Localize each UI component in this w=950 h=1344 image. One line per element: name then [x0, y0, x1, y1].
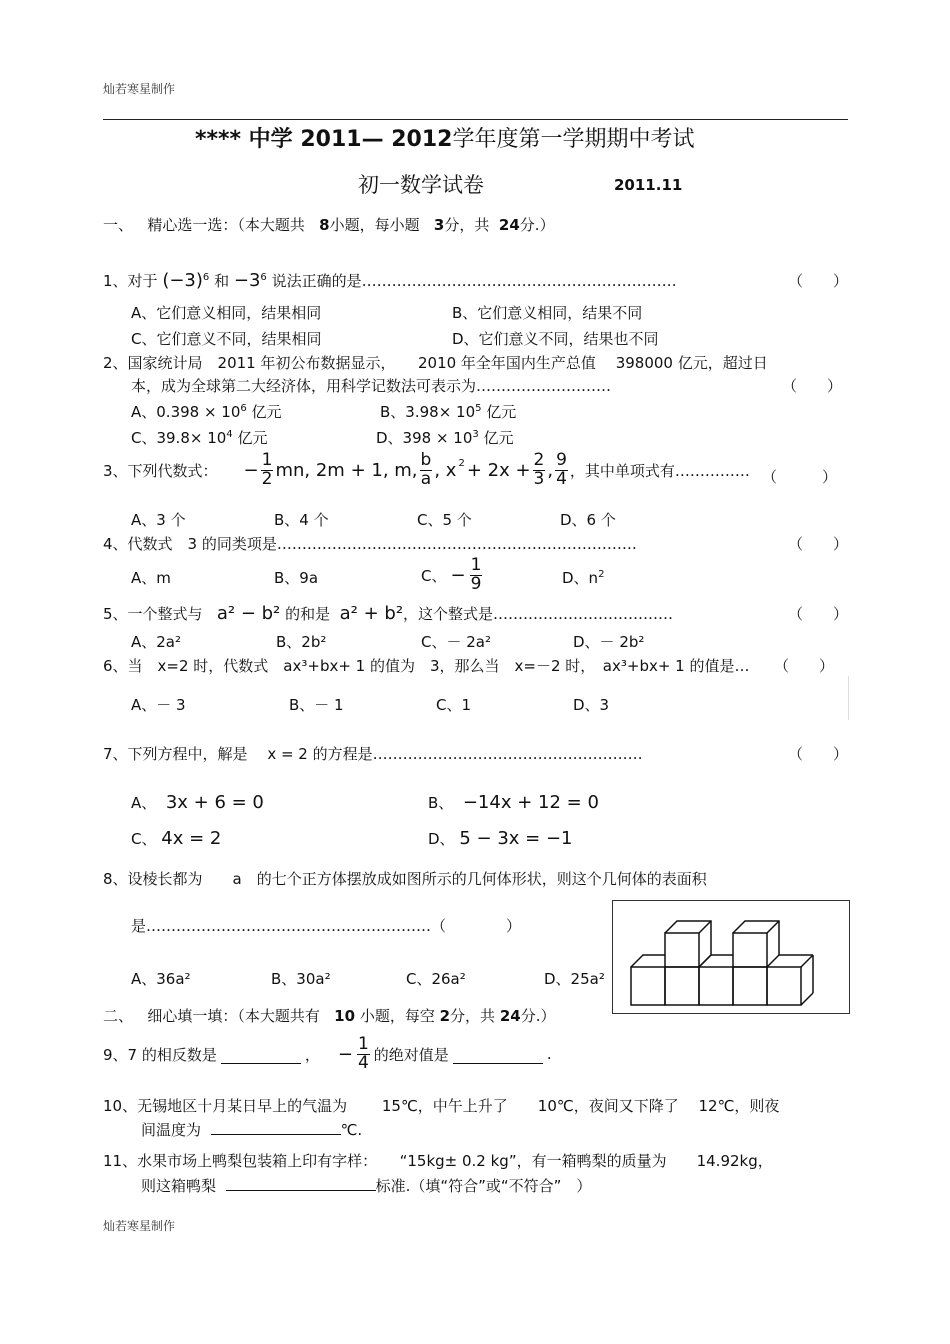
page-footer: 灿若寒星制作 [103, 1219, 176, 1233]
question-10-line2: 间温度为 ℃. [141, 1121, 363, 1139]
answer-paren-6: （ ） [774, 657, 835, 675]
option-4b: B、9a [274, 569, 319, 587]
header-rule [103, 119, 848, 120]
option-1b: B、它们意义相同，结果不同 [452, 304, 643, 322]
option-4c: C、 − $\frac{1}{9}$ [421, 555, 482, 594]
option-2b: B、$3.98\times 10^5$ 亿元 [380, 403, 517, 421]
option-5d: D、－ 2b² [573, 633, 645, 651]
option-2d: D、$398 \times 10^3$ 亿元 [376, 429, 514, 447]
option-7c: C、 4x = 2 [131, 828, 222, 849]
question-3: 3、下列代数式： − $\frac{1}{2}$ mn, 2m + 1, m, $\frac{b}{a}$ , x $^2$ + 2x + $\frac{2}{3}$ , $\frac{9}{4}$ ，其中单项式有…………… [103, 450, 750, 489]
option-3a: A、3 个 [131, 511, 186, 529]
option-3c: C、5 个 [417, 511, 472, 529]
option-1d: D、它们意义不同，结果也不同 [452, 330, 659, 348]
option-3d: D、6 个 [560, 511, 616, 529]
title-rest: 学年度第一学期期中考试 [452, 127, 695, 152]
page-header: 灿若寒星制作 [103, 82, 176, 96]
question-11-line1: 11、水果市场上鸭梨包装箱上印有字样： “15kg± 0.2 kg”，有一箱鸭梨的质量为 14.92kg， [103, 1152, 773, 1170]
question-1: 1、对于 $(-3)^6$ 和 $-3^6$ 说法正确的是……………………………………………………… [103, 270, 677, 291]
option-6d: D、3 [573, 696, 610, 714]
answer-paren-3: （ ） [762, 468, 838, 486]
option-4d: D、$n^2$ [562, 569, 605, 587]
question-2-line1: 2、国家统计局 2011 年初公布数据显示， 2010 年全年国内生产总值 398000 亿元，超过日 [103, 354, 768, 372]
question-7: 7、下列方程中，解是 x = 2 的方程是……………………………………………… [103, 745, 643, 763]
option-7d: D、 5 − 3x = −1 [428, 828, 573, 849]
question-11-line2: 则这箱鸭梨 标准.（填“符合”或“不符合” ） [141, 1177, 592, 1195]
option-7b: B、 −14x + 12 = 0 [428, 792, 599, 813]
answer-paren-2: （ ） [782, 377, 843, 395]
question-4: 4、代数式 3 的同类项是……………………………………………………………… [103, 535, 637, 553]
question-5: 5、一个整式与 a² − b² 的和是 a² + b²，这个整式是……………………………… [103, 603, 674, 624]
cube-figure-frame [612, 900, 850, 1014]
answer-paren-4: （ ） [788, 535, 849, 553]
exam-subtitle: 初一数学试卷 [358, 173, 484, 197]
question-9: 9、7 的相反数是 ， − $\frac{1}{4}$ 的绝对值是 . [103, 1034, 552, 1073]
option-5b: B、2b² [276, 633, 327, 651]
cube-stack-figure [613, 901, 849, 1013]
question-10-line1: 10、无锡地区十月某日早上的气温为 15℃，中午上升了 10℃，夜间又下降了 12℃，则夜 [103, 1097, 780, 1115]
option-6b: B、－ 1 [289, 696, 344, 714]
question-8-line1: 8、设棱长都为 a 的七个正方体摆放成如图所示的几何体形状，则这个几何体的表面积 [103, 870, 707, 888]
q6-box [103, 676, 849, 720]
answer-blank-10[interactable] [211, 1120, 341, 1135]
exam-date: 2011.11 [614, 176, 683, 194]
option-5a: A、2a² [131, 633, 182, 651]
option-8a: A、36a² [131, 970, 191, 988]
option-5c: C、－ 2a² [421, 633, 491, 651]
exam-title [195, 122, 695, 153]
option-3b: B、4 个 [274, 511, 329, 529]
answer-paren-1: （ ） [788, 272, 849, 290]
option-1c: C、它们意义不同，结果相同 [131, 330, 322, 348]
school-name: **** 中学 [195, 127, 293, 152]
option-8d: D、25a² [544, 970, 605, 988]
answer-paren-5: （ ） [788, 605, 849, 623]
question-8-line2: 是…………………………………………………（ ） [131, 917, 522, 935]
school-years: 2011— 2012 [300, 127, 453, 152]
question-2-line2: 本，成为全球第二大经济体，用科学记数法可表示为……………………… [131, 377, 612, 395]
answer-blank-9b[interactable] [453, 1045, 543, 1064]
option-4a: A、m [131, 569, 171, 587]
option-8c: C、26a² [406, 970, 466, 988]
question-6: 6、当 x=2 时，代数式 ax³+bx+ 1 的值为 3，那么当 x=－2 时， ax³+bx+ 1 的值是… [103, 657, 750, 675]
section-2-heading: 二、 细心填一填：（本大题共有 10 小题，每空 2分，共 24分.） [103, 1007, 556, 1025]
answer-blank-9a[interactable] [221, 1045, 301, 1064]
option-6c: C、1 [436, 696, 472, 714]
answer-paren-7: （ ） [788, 745, 849, 763]
option-2c: C、$39.8\times 10^4$ 亿元 [131, 429, 268, 447]
option-7a: A、 3x + 6 = 0 [131, 792, 264, 813]
option-2a: A、$0.398 \times 10^6$ 亿元 [131, 403, 282, 421]
option-8b: B、30a² [271, 970, 331, 988]
option-1a: A、它们意义相同，结果相同 [131, 304, 322, 322]
option-6a: A、－ 3 [131, 696, 186, 714]
answer-blank-11[interactable] [226, 1176, 376, 1191]
section-1-heading: 一、 精心选一选：（本大题共 8小题，每小题 3分，共 24分.） [103, 216, 555, 234]
